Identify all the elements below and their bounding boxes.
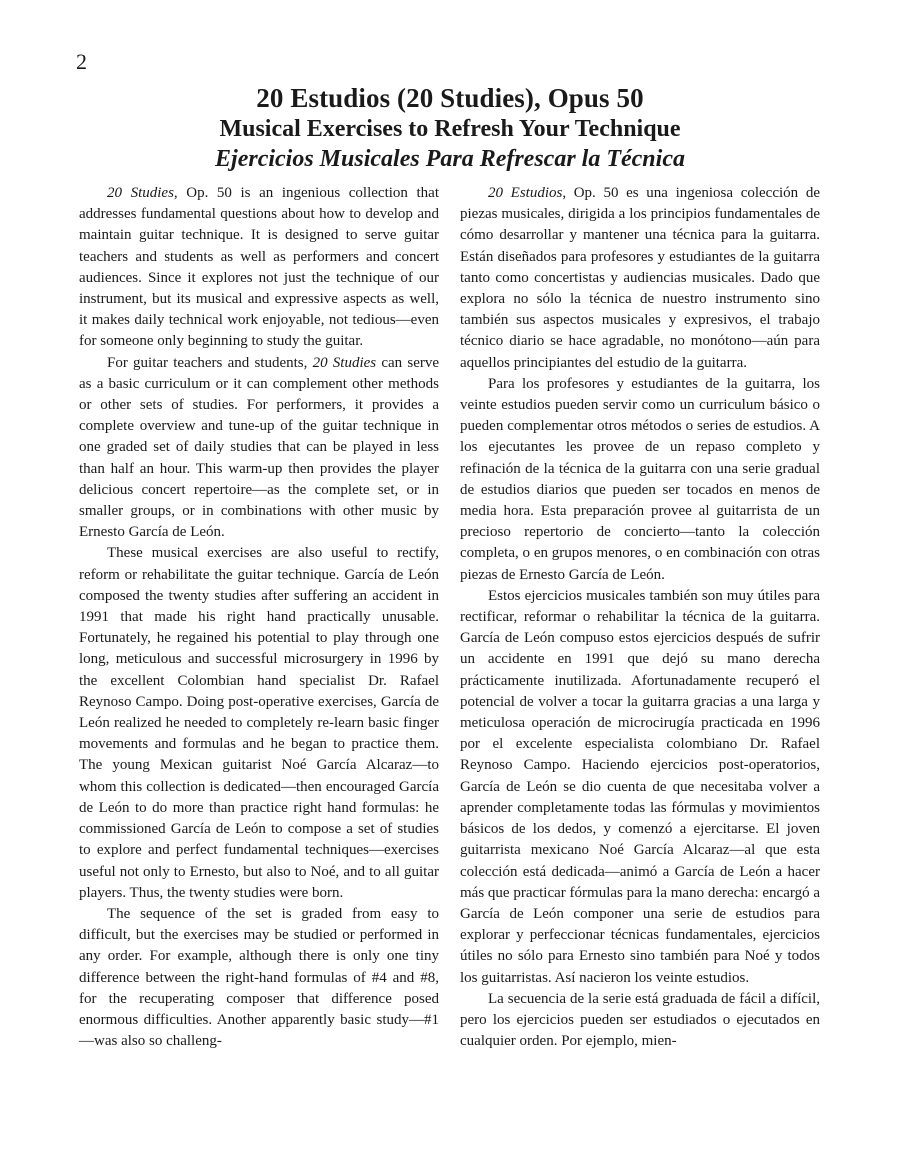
english-paragraph-3: These musical exercises are also useful to rectify, reform or rehabilitate the guitar technique. García de León composed the twenty studies after suffering an accident in 1991 that made his right hand practically unusable. Fortunately, he regained his potential to play through one long, meticulous and successful microsurgery in 1996 by the excellent Colombian hand specialist Dr. Rafael Reynoso Campo. Doing post-operative exercises, García de León realized he needed to completely re-learn basic finger movements and formulas and he began to practice them. The young Mexican guitarist Noé García Alcaraz—to whom this collection is dedicated—then encouraged García de León to do more than practice right hand formulas: he commissioned García de León to compose a set of studies to explore and perfect fundamental techniques—exercises useful not only to Ernesto, but also to Noé, and to all guitar players. Thus, the twenty studies were born. <box>79 545 439 901</box>
work-title: 20 Studies <box>107 185 174 201</box>
page-subtitle: Musical Exercises to Refresh Your Technique <box>219 116 681 142</box>
page-header <box>0 82 900 174</box>
spanish-paragraph-4: La secuencia de la serie está graduada de fácil a difícil, pero los ejercicios pueden ser estudiados o ejecutados en cualquier orden. Por ejemplo, mien- <box>460 990 820 1050</box>
english-paragraph-1 <box>79 183 439 353</box>
spanish-paragraph-1 <box>460 183 820 374</box>
paragraph-text: , Op. 50 es una ingeniosa colección de piezas musicales, dirigida a los principios fundamentales de cómo desarrollar y mantener una técnica para la guitarra. Están diseñados para profesores y estudiantes de la guitarra tanto como concertistas y audiencias musicales. Dado que explora no sólo la técnica de nuestro instrumento sino también sus aspectos musicales y expresivos, el trabajo técnico diario se hace agradable, no monótono—aún para aquellos principiantes del estudio de la guitarra. <box>460 185 820 371</box>
paragraph-text: can serve as a basic curriculum or it can complement other methods or other sets of studies. For performers, it provides a complete overview and tune-up of the guitar technique in one graded set of daily studies that can be played in less than half an hour. This warm-up then provides the player delicious concert repertoire—as the complete set, or in smaller groups, or in combinations with other music by Ernesto García de León. <box>79 354 440 541</box>
english-column <box>79 183 439 1052</box>
paragraph-text: , Op. 50 is an ingenious collection that addresses fundamental questions about how to develop and maintain guitar technique. It is designed to serve guitar teachers and students as well as performers and concert audiences. Since it explores not just the technique of our instrument, but its musical and expressive aspects as well, it makes daily technical work enjoyable, not tedious—even for someone only beginning to study the guitar. <box>79 185 439 350</box>
english-paragraph-2 <box>79 353 439 544</box>
spanish-paragraph-2: Para los profesores y estudiantes de la guitarra, los veinte estudios pueden servir como un curriculum básico o pueden complementar otros métodos o series de estudios. A los ejecutantes les provee de un repaso completo y refinación de la técnica de la guitarra con una serie gradual de estudios diarios que pueden ser tocados en menos de media hora. Esta preparación provee al guitarrista de un precioso repertorio de concierto—tanto la colección completa, o en grupos menores, o en combinación con otras piezas de Ernesto García de León. <box>460 375 820 583</box>
page-subtitle-spanish: Ejercicios Musicales Para Refrescar la Técnica <box>215 146 685 172</box>
page-title: 20 Estudios (20 Studies), Opus 50 <box>256 83 644 113</box>
page-number: 2 <box>76 49 87 74</box>
spanish-column <box>460 183 820 1052</box>
spanish-paragraph-3: Estos ejercicios musicales también son muy útiles para rectificar, reformar o rehabilitar la técnica de la guitarra. García de León compuso estos ejercicios después de sufrir un accidente en 1991 que dejó su mano derecha prácticamente inutilizada. Afortunadamente recuperó el potencial de volver a tocar la guitarra gracias a una larga y meticulosa operación de microcirugía practicada en 1996 por el excelente especialista colombiano Dr. Rafael Reynoso Campo. Haciendo ejercicios post-operatorios, García de León se dio cuenta de que necesitaba volver a aprender completamente todas las fórmulas y movimientos básicos de los dedos, y comenzó a ejercitarse. El joven guitarrista mexicano Noé García Alcaraz—al que esta colección está dedicada—animó a García de León a hacer más que practicar fórmulas para la mano derecha: encargó a García de León componer una serie de estudios para explorar y perfeccionar técnicas fundamentales, ejercicios útiles no sólo para Ernesto sino también para Noé y todos los guitarristas. Así nacieron los veinte estudios. <box>460 587 820 986</box>
paragraph-text: For guitar teachers and students, <box>107 354 313 371</box>
work-title: 20 Studies <box>312 354 377 371</box>
english-paragraph-4: The sequence of the set is graded from easy to difficult, but the exercises may be studied or performed in any order. For example, although there is only one tiny difference between the right-hand formulas of #4 and #8, for the recuperating composer that difference posed enormous difficulties. Another apparently basic study—#1—was also so challeng- <box>79 905 439 1050</box>
work-title: 20 Estudios <box>488 185 563 201</box>
